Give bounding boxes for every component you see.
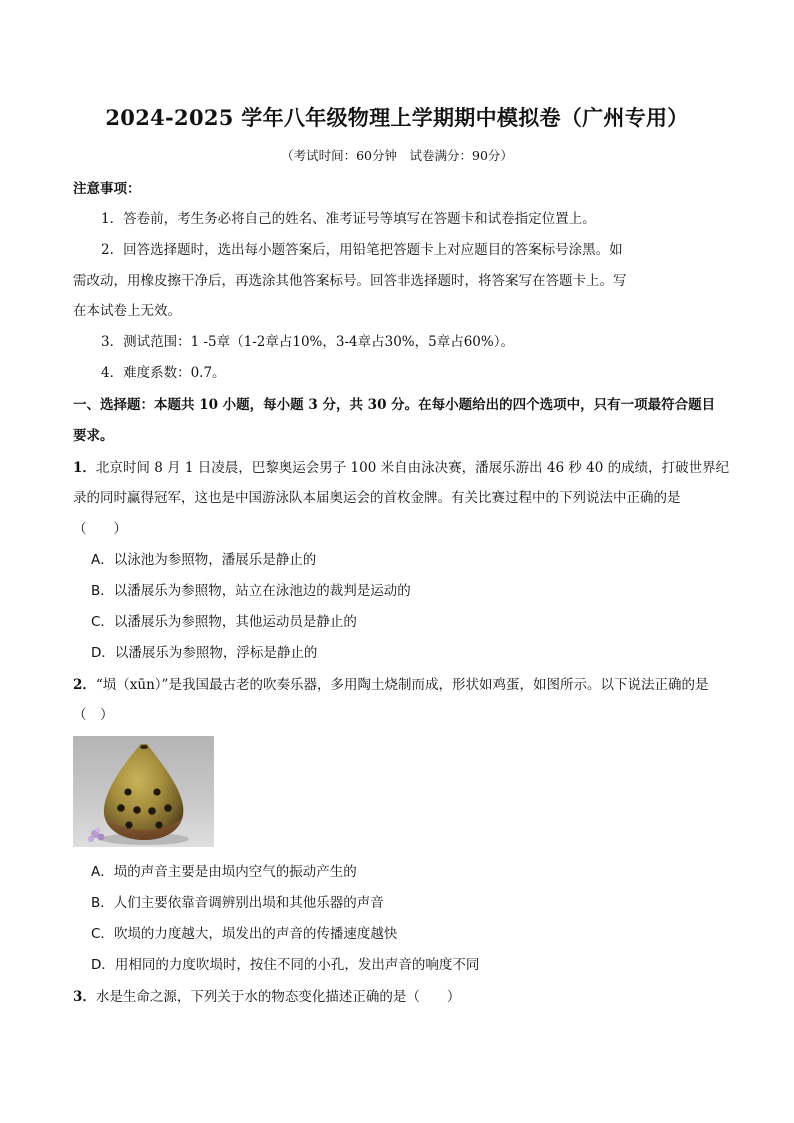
question-2-option-c[interactable]: C．吹埙的力度越大，埙发出的声音的传播速度越快 [91,926,398,942]
question-2-line-2: （ ） [73,707,114,723]
notice-item-2-line-3: 在本试卷上无效。 [73,303,181,319]
question-2-line-1: 2．“埙（xūn）”是我国最古老的吹奏乐器，多用陶土烧制而成，形状如鸡蛋，如图所示。以下说法正确的是 [73,677,709,693]
section-heading-line-1: 一、选择题：本题共 10 小题，每小题 3 分，共 30 分。在每小题给出的四个选项中，只有一项最符合题目 [73,397,716,413]
question-1-number: 1． [73,460,96,476]
question-1-line-3: （ ） [73,521,127,537]
question-1-option-b[interactable]: B．以潘展乐为参照物，站立在泳池边的裁判是运动的 [91,583,411,599]
question-3-line-1: 3．水是生命之源，下列关于水的物态变化描述正确的是（ ） [73,989,461,1005]
notice-item-2-line-2: 需改动，用橡皮擦干净后，再选涂其他答案标号。回答非选择题时，将答案写在答题卡上。写 [73,273,627,289]
question-1-option-a[interactable]: A．以泳池为参照物，潘展乐是静止的 [91,552,317,568]
question-2-number: 2． [73,677,96,693]
notice-item-3: 3．测试范围：1 -5章（1-2章占10%，3-4章占30%，5章占60%）。 [101,334,514,350]
question-2-option-b[interactable]: B．人们主要依靠音调辨别出埙和其他乐器的声音 [91,895,384,911]
question-3-number: 3． [73,989,96,1005]
notice-item-2-line-1: 2．回答选择题时，选出每小题答案后，用铅笔把答题卡上对应题目的答案标号涂黑。如 [101,242,623,258]
notice-heading: 注意事项： [73,181,141,197]
question-2-option-a[interactable]: A．埙的声音主要是由埙内空气的振动产生的 [91,864,357,880]
exam-info: （考试时间：60分钟 试卷满分：90分） [281,148,513,163]
section-heading-line-2: 要求。 [73,428,114,444]
question-1-option-c[interactable]: C．以潘展乐为参照物，其他运动员是静止的 [91,614,357,630]
notice-item-4: 4．难度系数：0.7。 [101,365,226,381]
question-1-line-1: 1．北京时间 8 月 1 日凌晨，巴黎奥运会男子 100 米自由泳决赛，潘展乐游出 46 秒 40 的成绩，打破世界纪 [73,460,730,476]
page-title: 2024-2025 学年八年级物理上学期期中模拟卷（广州专用） [105,105,689,130]
notice-item-1: 1．答卷前，考生务必将自己的姓名、准考证号等填写在答题卡和试卷指定位置上。 [101,211,596,227]
xun-instrument-photo [73,736,214,847]
question-2-option-d[interactable]: D．用相同的力度吹埙时，按住不同的小孔，发出声音的响度不同 [91,957,480,973]
question-1-line-2: 录的同时赢得冠军，这也是中国游泳队本届奥运会的首枚金牌。有关比赛过程中的下列说法中正确的是 [73,490,681,506]
question-1-option-d[interactable]: D．以潘展乐为参照物，浮标是静止的 [91,645,318,661]
